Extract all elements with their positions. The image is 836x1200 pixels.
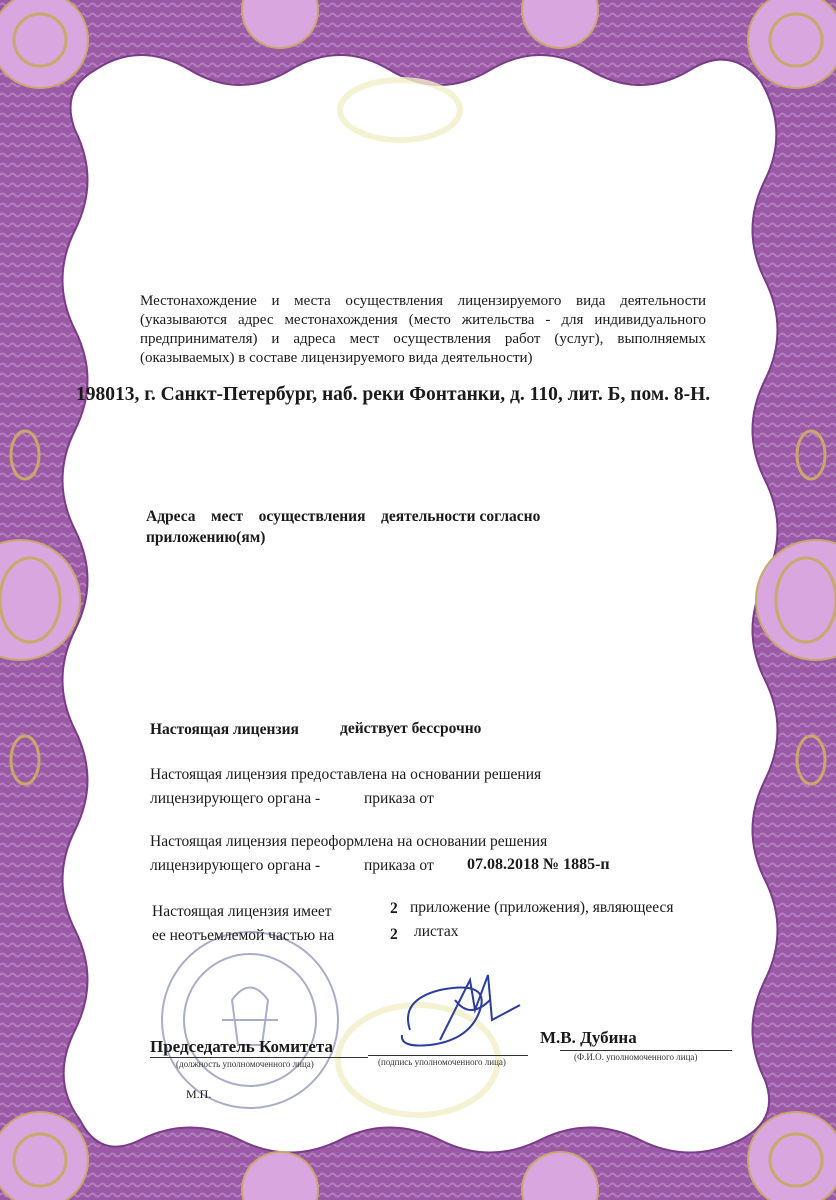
signatory-name: М.В. Дубина: [540, 1028, 637, 1047]
position-caption: (должность уполномоченного лица): [176, 1059, 314, 1069]
places-line2: приложению(ям): [146, 529, 266, 546]
appendix-line2-tail: листах: [414, 923, 459, 940]
validity-label: Настоящая лицензия: [150, 721, 299, 738]
reissued-line2-label: лицензирующего органа -: [150, 857, 321, 874]
signatory-position: Председатель Комитета: [150, 1037, 333, 1056]
appendix-line1-label: Настоящая лицензия имеет: [152, 903, 332, 920]
granted-line2-value: приказа от: [364, 790, 434, 807]
location-heading: Местонахождение и места осуществления лицензируемого вида деятельности (указываются адрес местонахождения (место жительства - для индивидуального предпринимателя) и адреса мест осуществления работ (услуг), выполняемых (оказываемых) в составе лицензируемого вида деятельности): [140, 293, 706, 366]
reissued-order-number: 07.08.2018 № 1885-п: [467, 856, 610, 873]
name-caption: (Ф.И.О. уполномоченного лица): [574, 1052, 698, 1062]
appendix-count: 2: [390, 900, 398, 917]
granted-line2-label: лицензирующего органа -: [150, 790, 321, 807]
name-underline: [560, 1050, 732, 1051]
granted-line1: Настоящая лицензия предоставлена на основании решения: [150, 766, 542, 783]
position-underline: [150, 1057, 368, 1058]
signature-caption: (подпись уполномоченного лица): [378, 1057, 506, 1067]
signature-underline: [368, 1055, 528, 1056]
places-line1: Адреса мест осуществления деятельности согласно: [146, 508, 541, 525]
stamp-mark: М.П.: [186, 1087, 212, 1101]
reissued-order-type: приказа от: [364, 857, 434, 874]
appendix-line2-label: ее неотъемлемой частью на: [152, 927, 335, 944]
reissued-line1: Настоящая лицензия переоформлена на основании решения: [150, 833, 548, 850]
appendix-line1-tail: приложение (приложения), являющееся: [410, 899, 674, 916]
license-address: 198013, г. Санкт-Петербург, наб. реки Фонтанки, д. 110, лит. Б, пом. 8-Н.: [76, 384, 711, 405]
validity-value: действует бессрочно: [340, 720, 482, 737]
appendix-sheets: 2: [390, 926, 398, 943]
